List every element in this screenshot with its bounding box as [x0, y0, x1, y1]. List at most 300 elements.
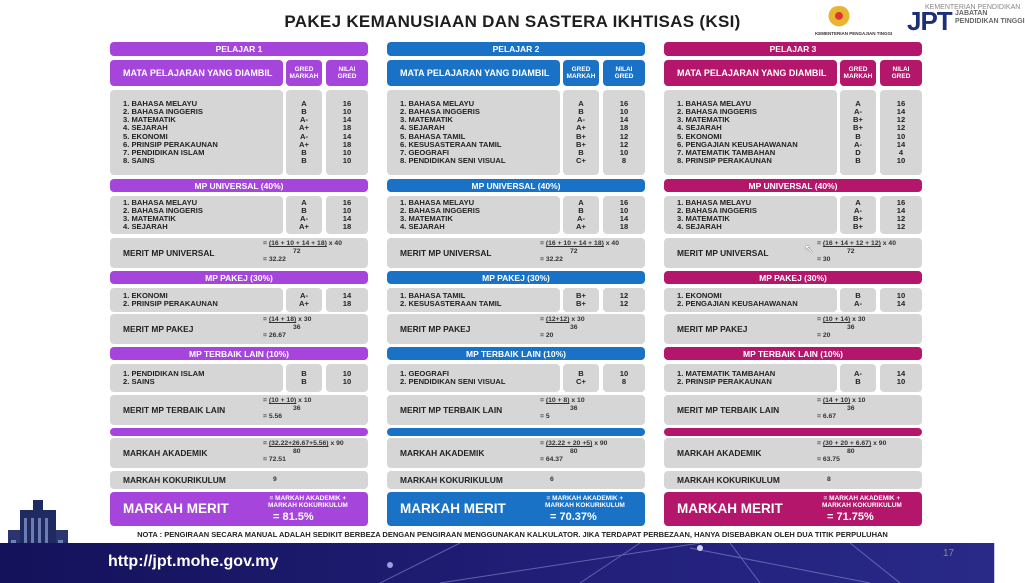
list-item: 12: [896, 222, 906, 232]
list-item: 1. BAHASA MELAYU: [677, 99, 752, 109]
universal-section-header: MP UNIVERSAL (40%): [664, 179, 922, 192]
formula-numerator-line: = (16 + 14 + 12 + 12) x 40: [817, 240, 896, 247]
formula-numerator: (10 + 10): [268, 397, 297, 404]
subject-name-list: [664, 196, 837, 234]
list-item: 14: [896, 107, 906, 117]
list-item: 8: [621, 155, 627, 165]
list-item: B: [301, 147, 307, 157]
list-item: 2. BAHASA INGGERIS: [400, 107, 480, 117]
list-item: 4. SEJARAH: [400, 123, 445, 133]
formula-numerator: (30 + 20 + 6.67): [822, 440, 872, 447]
merit-label: MERIT MP PAKEJ: [123, 324, 194, 334]
markah-kokurikulum-row: [110, 471, 368, 489]
nilai-list: [603, 90, 645, 175]
list-item: 1. BAHASA MELAYU: [677, 197, 752, 207]
list-item: A: [855, 197, 861, 207]
formula-line: MARKAH KOKURIKULUM: [545, 502, 625, 509]
list-item: A+: [299, 299, 309, 308]
universal-section-header: MP UNIVERSAL (40%): [110, 179, 368, 192]
merit-universal-row: [110, 238, 368, 268]
jpt-sub-label: JABATAN PENDIDIKAN TINGGI: [955, 10, 1025, 25]
list-item: B: [578, 205, 584, 215]
formula-numerator: (14 + 10): [822, 397, 851, 404]
subject-name-list: [110, 288, 283, 312]
kokurikulum-value: 9: [273, 476, 277, 483]
formula: [817, 240, 896, 264]
list-item: 2. PRINSIP PERAKAUNAN: [677, 377, 772, 386]
formula-line: MARKAH KOKURIKULUM: [268, 502, 348, 509]
formula-numerator: (32.22+26.67+5.56): [268, 440, 329, 447]
list-item: 3. MATEMATIK: [400, 214, 453, 223]
formula-numerator: (14 + 18): [268, 316, 297, 323]
universal-section-header: MP UNIVERSAL (40%): [387, 179, 645, 192]
list-item: 12: [896, 214, 906, 223]
list-item: A+: [299, 139, 309, 149]
nilai-list: [880, 364, 922, 392]
list-item: B: [855, 290, 861, 300]
list-item: 14: [896, 299, 906, 308]
merit-label: MERIT MP UNIVERSAL: [677, 248, 769, 258]
gred-list: [563, 196, 599, 234]
merit-terbaik-row: [664, 395, 922, 425]
divider-bar: [110, 428, 368, 436]
list-item: 16: [619, 99, 629, 109]
list-item: 1. BAHASA MELAYU: [123, 197, 198, 207]
list-item: B: [578, 147, 584, 157]
list-item: A: [301, 197, 307, 207]
list-item: 2. BAHASA INGGERIS: [677, 205, 757, 215]
list-item: A-: [853, 139, 862, 149]
list-item: 14: [619, 115, 629, 125]
formula-denominator: 80: [293, 448, 301, 455]
formula-result: = 63.75: [817, 456, 840, 463]
formula: [263, 240, 342, 264]
ministry-label: KEMENTERIAN PENGAJIAN TINGGI: [815, 31, 893, 36]
kokurikulum-value: 6: [550, 476, 554, 483]
subject-name-list: [110, 364, 283, 392]
list-item: B: [301, 205, 307, 215]
subject-name-list: [387, 288, 560, 312]
merit-terbaik-row: [387, 395, 645, 425]
list-item: B+: [853, 214, 863, 223]
list-item: 10: [896, 290, 906, 300]
formula-numerator: (10 + 8): [545, 397, 570, 404]
list-item: 8: [621, 377, 627, 386]
list-item: B: [578, 107, 584, 117]
pakej-section-header: MP PAKEJ (30%): [664, 271, 922, 284]
formula-multiplier: x 30: [571, 316, 585, 323]
list-item: 1. BAHASA MELAYU: [400, 197, 475, 207]
nilai-list: [603, 364, 645, 392]
formula-result: = 5.56: [263, 413, 283, 420]
markah-akademik-row: [664, 438, 922, 468]
formula: [540, 397, 585, 421]
formula: [817, 440, 886, 464]
list-item: A-: [853, 107, 862, 117]
nilai-column-header: NILAI GRED: [326, 60, 368, 86]
list-item: B: [301, 107, 307, 117]
list-item: 14: [619, 214, 629, 223]
list-item: 5. EKONOMI: [677, 131, 722, 141]
formula-numerator: (16 + 14 + 12 + 12): [822, 240, 881, 247]
list-item: 18: [342, 139, 352, 149]
website-link[interactable]: http://jpt.mohe.gov.my: [108, 553, 279, 570]
list-item: B+: [576, 290, 586, 300]
list-item: B+: [853, 222, 863, 232]
list-item: 12: [896, 115, 906, 125]
list-item: 8. SAINS: [123, 155, 155, 165]
formula-denominator: 36: [293, 405, 301, 412]
student-column: [387, 0, 645, 530]
gred-column-header: GRED MARKAH: [286, 60, 322, 86]
list-item: C+: [576, 377, 586, 386]
list-item: 18: [342, 222, 352, 232]
list-item: 4: [898, 147, 904, 157]
merit-universal-row: [664, 238, 922, 268]
formula-denominator: 72: [293, 248, 301, 255]
formula: [817, 316, 865, 340]
student-column: [664, 0, 922, 530]
list-item: 8. PRINSIP PERAKAUNAN: [677, 155, 772, 165]
formula-denominator: 72: [570, 248, 578, 255]
list-item: B: [855, 155, 861, 165]
formula-line: MARKAH KOKURIKULUM: [822, 502, 902, 509]
formula-denominator: 36: [570, 324, 578, 331]
formula-result: = 5: [540, 413, 550, 420]
formula-denominator: 36: [847, 324, 855, 331]
gred-list: [840, 288, 876, 312]
markah-merit-box: [387, 492, 645, 526]
merit-pakej-row: [110, 314, 368, 344]
gred-list: [840, 196, 876, 234]
formula-numerator: (10 + 14): [822, 316, 851, 323]
list-item: 16: [342, 99, 352, 109]
list-item: 1. BAHASA MELAYU: [123, 99, 198, 109]
formula-multiplier: x 10: [852, 397, 866, 404]
list-item: 16: [896, 197, 906, 207]
list-item: 7. MATEMATIK TAMBAHAN: [677, 147, 776, 157]
kokurikulum-label: MARKAH KOKURIKULUM: [400, 475, 503, 485]
list-item: 1. MATEMATIK TAMBAHAN: [677, 368, 776, 378]
formula-multiplier: x 30: [852, 316, 866, 323]
list-item: 14: [342, 214, 352, 223]
list-item: 14: [896, 205, 906, 215]
list-item: 14: [342, 115, 352, 125]
formula-result: = 32.22: [263, 256, 286, 263]
markah-merit-formula: [822, 495, 902, 509]
gred-list: [286, 288, 322, 312]
list-item: 10: [896, 131, 906, 141]
formula-line: = MARKAH AKADEMIK +: [823, 495, 901, 502]
page-number: 17: [943, 548, 955, 559]
formula-numerator: (12+12): [545, 316, 570, 323]
formula: [263, 440, 344, 464]
formula-numerator-line: = (16 + 10 + 14 + 18) x 40: [540, 240, 619, 247]
list-item: B: [301, 377, 307, 386]
list-item: 10: [896, 155, 906, 165]
gred-list: [563, 364, 599, 392]
subject-column-header: MATA PELAJARAN YANG DIAMBIL: [664, 60, 837, 86]
list-item: B: [301, 155, 307, 165]
subject-name-list: [110, 196, 283, 234]
list-item: 6. PENGAJIAN KEUSAHAWANAN: [677, 139, 798, 149]
formula-numerator-line: = (14 + 10) x 10: [817, 397, 866, 404]
terbaik-section-header: MP TERBAIK LAIN (10%): [664, 347, 922, 360]
list-item: 2. SAINS: [123, 377, 155, 386]
student-column: [110, 0, 368, 530]
markah-akademik-row: [387, 438, 645, 468]
markah-merit-label: MARKAH MERIT: [123, 501, 229, 516]
formula-result: = 26.67: [263, 332, 286, 339]
formula: [817, 397, 865, 421]
formula-denominator: 72: [847, 248, 855, 255]
subject-name-list: [387, 90, 560, 175]
formula-numerator-line: = (14 + 18) x 30: [263, 316, 312, 323]
list-item: A+: [576, 222, 586, 232]
list-item: 6. KESUSASTERAAN TAMIL: [400, 139, 502, 149]
gred-list: [563, 90, 599, 175]
kokurikulum-label: MARKAH KOKURIKULUM: [677, 475, 780, 485]
formula-multiplier: x 40: [605, 240, 619, 247]
list-item: A-: [853, 205, 862, 215]
merit-pakej-row: [387, 314, 645, 344]
formula-numerator-line: = (10 + 8) x 10: [540, 397, 585, 404]
formula-numerator-line: = (12+12) x 30: [540, 316, 585, 323]
list-item: A-: [853, 299, 862, 308]
list-item: 14: [342, 290, 352, 300]
list-item: A: [578, 197, 584, 207]
list-item: B+: [576, 139, 586, 149]
list-item: 10: [342, 107, 352, 117]
gred-list: [840, 364, 876, 392]
list-item: 3. MATEMATIK: [400, 115, 453, 125]
markah-merit-label: MARKAH MERIT: [400, 501, 506, 516]
formula-multiplier: x 90: [330, 440, 344, 447]
list-item: 2. PENGAJIAN KEUSAHAWANAN: [677, 299, 798, 308]
formula-multiplier: x 40: [882, 240, 896, 247]
list-item: 12: [619, 131, 629, 141]
list-item: 7. PENDIDIKAN ISLAM: [123, 147, 205, 157]
list-item: 14: [896, 139, 906, 149]
list-item: A+: [299, 123, 309, 133]
list-item: B: [855, 377, 861, 386]
list-item: 10: [619, 205, 629, 215]
gred-column-header: GRED MARKAH: [563, 60, 599, 86]
list-item: 7. GEOGRAFI: [400, 147, 449, 157]
formula-result: = 32.22: [540, 256, 563, 263]
formula-denominator: 36: [570, 405, 578, 412]
formula-result: = 20: [817, 332, 831, 339]
subject-column-header: MATA PELAJARAN YANG DIAMBIL: [110, 60, 283, 86]
list-item: 1. BAHASA TAMIL: [400, 290, 466, 300]
list-item: 10: [619, 107, 629, 117]
list-item: 14: [342, 131, 352, 141]
nilai-list: [880, 196, 922, 234]
gred-list: [286, 196, 322, 234]
list-item: 12: [619, 299, 629, 308]
formula-result: = 20: [540, 332, 554, 339]
list-item: 1. PENDIDIKAN ISLAM: [123, 368, 205, 378]
nilai-column-header: NILAI GRED: [880, 60, 922, 86]
list-item: 10: [342, 377, 352, 386]
list-item: 10: [342, 205, 352, 215]
list-item: 18: [342, 123, 352, 133]
formula: [540, 440, 607, 464]
merit-universal-row: [387, 238, 645, 268]
markah-kokurikulum-row: [387, 471, 645, 489]
formula-result: = 6.67: [817, 413, 837, 420]
formula-numerator-line: = (32.22+26.67+5.56) x 90: [263, 440, 344, 447]
formula-denominator: 36: [847, 405, 855, 412]
gred-list: [286, 90, 322, 175]
list-item: B+: [576, 131, 586, 141]
list-item: 16: [342, 197, 352, 207]
merit-label: MARKAH AKADEMIK: [400, 448, 485, 458]
formula: [263, 316, 311, 340]
subject-name-list: [664, 288, 837, 312]
subject-name-list: [110, 90, 283, 175]
subject-name-list: [664, 90, 837, 175]
merit-label: MARKAH AKADEMIK: [123, 448, 208, 458]
mouse-cursor-icon: ↖: [804, 242, 815, 256]
merit-label: MERIT MP TERBAIK LAIN: [400, 405, 503, 415]
list-item: 4. SEJARAH: [677, 222, 722, 232]
formula: [263, 397, 311, 421]
list-item: 10: [619, 147, 629, 157]
list-item: 16: [619, 197, 629, 207]
nilai-list: [326, 196, 368, 234]
list-item: B: [855, 131, 861, 141]
list-item: 3. MATEMATIK: [123, 214, 176, 223]
nilai-list: [326, 364, 368, 392]
formula-multiplier: x 90: [594, 440, 608, 447]
markah-merit-formula: [268, 495, 348, 509]
merit-label: MERIT MP PAKEJ: [677, 324, 748, 334]
nilai-list: [603, 288, 645, 312]
formula-numerator: (32.22 + 20 +5): [545, 440, 593, 447]
markah-akademik-row: [110, 438, 368, 468]
list-item: 16: [896, 99, 906, 109]
markah-merit-label: MARKAH MERIT: [677, 501, 783, 516]
merit-pakej-row: [664, 314, 922, 344]
list-item: 2. PRINSIP PERAKAUNAN: [123, 299, 218, 308]
subject-name-list: [387, 364, 560, 392]
merit-label: MERIT MP TERBAIK LAIN: [677, 405, 780, 415]
list-item: 3. MATEMATIK: [677, 115, 730, 125]
merit-label: MERIT MP UNIVERSAL: [400, 248, 492, 258]
formula-result: = 72.51: [263, 456, 286, 463]
formula: [540, 316, 585, 340]
list-item: A: [578, 99, 584, 109]
subject-name-list: [387, 196, 560, 234]
list-item: 12: [619, 139, 629, 149]
gred-list: [840, 90, 876, 175]
markah-merit-box: [664, 492, 922, 526]
formula-numerator-line: = (10 + 14) x 30: [817, 316, 866, 323]
formula-line: = MARKAH AKADEMIK +: [269, 495, 347, 502]
list-item: 18: [619, 123, 629, 133]
list-item: 3. MATEMATIK: [123, 115, 176, 125]
divider-bar: [664, 428, 922, 436]
formula-multiplier: x 30: [298, 316, 312, 323]
gred-list: [286, 364, 322, 392]
list-item: 10: [342, 147, 352, 157]
list-item: 2. PENDIDIKAN SENI VISUAL: [400, 377, 506, 386]
terbaik-section-header: MP TERBAIK LAIN (10%): [387, 347, 645, 360]
list-item: 6. PRINSIP PERAKAUNAN: [123, 139, 218, 149]
list-item: 4. SEJARAH: [677, 123, 722, 133]
pakej-section-header: MP PAKEJ (30%): [110, 271, 368, 284]
student-header: PELAJAR 1: [110, 42, 368, 56]
list-item: 1. EKONOMI: [677, 290, 722, 300]
formula-numerator-line: = (32.22 + 20 +5) x 90: [540, 440, 608, 447]
list-item: 1. GEOGRAFI: [400, 368, 449, 378]
formula-numerator: (16 + 10 + 14 + 18): [545, 240, 604, 247]
list-item: 1. BAHASA MELAYU: [400, 99, 475, 109]
formula-numerator-line: = (10 + 10) x 10: [263, 397, 312, 404]
list-item: B: [301, 368, 307, 378]
list-item: 12: [896, 123, 906, 133]
list-item: A+: [576, 123, 586, 133]
merit-label: MERIT MP TERBAIK LAIN: [123, 405, 226, 415]
formula-numerator-line: = (16 + 10 + 14 + 18) x 40: [263, 240, 342, 247]
markah-merit-value: = 70.37%: [550, 511, 597, 523]
list-item: 4. SEJARAH: [400, 222, 445, 232]
list-item: A-: [299, 290, 308, 300]
list-item: A-: [299, 131, 308, 141]
list-item: 14: [896, 368, 906, 378]
list-item: 10: [342, 155, 352, 165]
note-text: NOTA : PENGIRAAN SECARA MANUAL ADALAH SEDIKIT BERBEZA DENGAN PENGIRAAN MENGGUNAKAN KALKULATOR. JIKA TERDAPAT PERBEZAAN, HANYA DISEBABKAN OLEH DUA TITIK PERPULUHAN: [137, 530, 888, 539]
list-item: 2. BAHASA INGGERIS: [677, 107, 757, 117]
formula-result: = 64.37: [540, 456, 563, 463]
nilai-column-header: NILAI GRED: [603, 60, 645, 86]
pakej-section-header: MP PAKEJ (30%): [387, 271, 645, 284]
list-item: 8. PENDIDIKAN SENI VISUAL: [400, 155, 506, 165]
markah-merit-formula: [545, 495, 625, 509]
list-item: B+: [853, 115, 863, 125]
list-item: C+: [576, 155, 586, 165]
formula-denominator: 80: [570, 448, 578, 455]
list-item: A-: [576, 214, 585, 223]
merit-terbaik-row: [110, 395, 368, 425]
nilai-list: [326, 288, 368, 312]
kokurikulum-label: MARKAH KOKURIKULUM: [123, 475, 226, 485]
formula-multiplier: x 40: [328, 240, 342, 247]
nilai-list: [880, 90, 922, 175]
list-item: B: [578, 368, 584, 378]
formula: [540, 240, 619, 264]
student-header: PELAJAR 3: [664, 42, 922, 56]
list-item: 2. BAHASA INGGERIS: [123, 205, 203, 215]
merit-label: MERIT MP PAKEJ: [400, 324, 471, 334]
list-item: B+: [853, 123, 863, 133]
jpt-logo: JPT: [907, 6, 952, 36]
list-item: 5. EKONOMI: [123, 131, 168, 141]
formula-multiplier: x 10: [571, 397, 585, 404]
student-header: PELAJAR 2: [387, 42, 645, 56]
markah-kokurikulum-row: [664, 471, 922, 489]
list-item: 18: [342, 299, 352, 308]
merit-label: MARKAH AKADEMIK: [677, 448, 762, 458]
markah-merit-box: [110, 492, 368, 526]
formula-denominator: 36: [293, 324, 301, 331]
list-item: D: [855, 147, 861, 157]
nilai-list: [326, 90, 368, 175]
divider-bar: [387, 428, 645, 436]
list-item: A-: [299, 214, 308, 223]
overlay-text: KEMENTERIAN PENDIDIKAN: [925, 4, 1021, 11]
